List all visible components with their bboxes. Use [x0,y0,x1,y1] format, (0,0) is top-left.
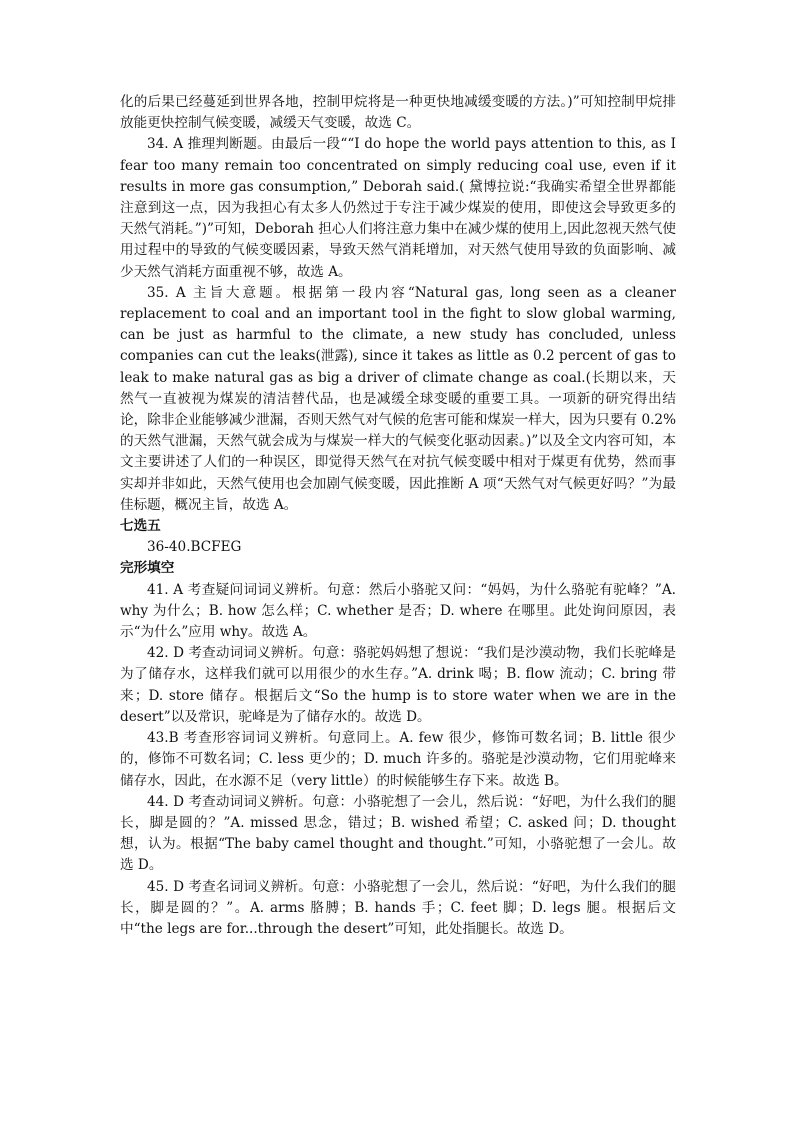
paragraph-q45: 45. D 考查名词词义辨析。句意：小骆驼想了一会儿，然后说：“好吧，为什么我们的腿长，脚是圆的？”。A. arms 胳膊；B. hands 手；C. feet 脚；D. legs 腿。根据后文中“the legs are for...through the desert”可知，此处指腿长。故选 D。 [120,878,676,937]
paragraph-q33-tail: 化的后果已经蔓延到世界各地，控制甲烷将是一种更快地减缓变暖的方法。)”可知控制甲烷排放能更快控制气候变暖，减缓天气变暖，故选 C。 [120,94,676,132]
document-page [120,92,676,940]
paragraph-q41: 41. A 考查疑问词词义辨析。句意：然后小骆驼又问：“妈妈，为什么骆驼有驼峰？”A. why 为什么；B. how 怎么样；C. whether 是否；D. where 在哪里。此处询问原因，表示“为什么”应用 why。故选 A。 [120,581,676,641]
paragraph-q34: 34. A 推理判断题。由最后一段““I do hope the world pays attention to this, as I fear too many remain too concentrated on simply reducing coal use, even if it results in more gas consumption,” Deborah said.( 黛博拉说:“我确实希望全世界都能注意到这一点，因为我担心有太多人仍然过于专注于减少煤炭的使用，即使这会导致更多的天然气消耗。”)”可知，Deborah 担心人们将注意力集中在减少煤的使用上,因此忽视天然气使用过程中的导致的气候变暖因素，导致天然气消耗增加，对天然气使用导致的负面影响、减少天然气消耗方面重视不够，故选 A。 [120,136,677,280]
paragraph-q35: 35. A 主旨大意题。根据第一段内容“Natural gas, long seen as a cleaner replacement to coal and an important tool in the fight to slow global warming, can be just as harmful to the climate, a new study has concluded, unless companies can cut the leaks(泄露), since it takes as little as 0.2 percent of gas to leak to make natural gas as big a driver of climate change as coal.(长期以来，天然气一直被视为煤炭的清洁替代品，也是减缓全球变暖的重要工具。一项新的研究得出结论，除非企业能够减少泄漏，否则天然气对气候的危害可能和煤炭一样大，因为只要有 0.2%的天然气泄漏，天然气就会成为与煤炭一样大的气候变化驱动因素。)”以及全文内容可知，本文主要讲述了人们的一种误区，即觉得天然气在对抗气候变暖中相对于煤更有优势，然而事实却并非如此，天然气使用也会加剧气候变暖，因此推断 A 项“天然气对气候更好吗？”为最佳标题，概况主旨，故选 A。 [120,284,676,513]
section-heading-cloze: 完形填空 [120,560,175,577]
paragraph-q44: 44. D 考查动词词义辨析。句意：小骆驼想了一会儿，然后说：“好吧，为什么我们的腿长，脚是圆的？”A. missed 思念，错过；B. wished 希望；C. asked 问；D. thought 想，认为。根据“The baby camel thought and thought.”可知，小骆驼想了一会儿。故选 D。 [120,793,676,874]
answers-36-40: 36-40.BCFEG [147,539,242,556]
paragraph-q42: 42. D 考查动词词义辨析。句意：骆驼妈妈想了想说：“我们是沙漠动物，我们长驼峰是为了储存水，这样我们就可以用很少的水生存。”A. drink 喝；B. flow 流动；C. bring 带来；D. store 储存。根据后文“So the hump is to store water when we are in the desert”以及常识，驼峰是为了储存水的。故选 D。 [120,645,676,725]
section-heading-seven-five: 七选五 [120,518,161,535]
paragraph-q43: 43.B 考查形容词词义辨析。句意同上。A. few 很少，修饰可数名词；B. little 很少的，修饰不可数名词；C. less 更少的；D. much 许多的。骆驼是沙漠动物，它们用驼峰来储存水，因此，在水源不足（very little）的时候能够生存下来。故选 B。 [120,730,676,789]
